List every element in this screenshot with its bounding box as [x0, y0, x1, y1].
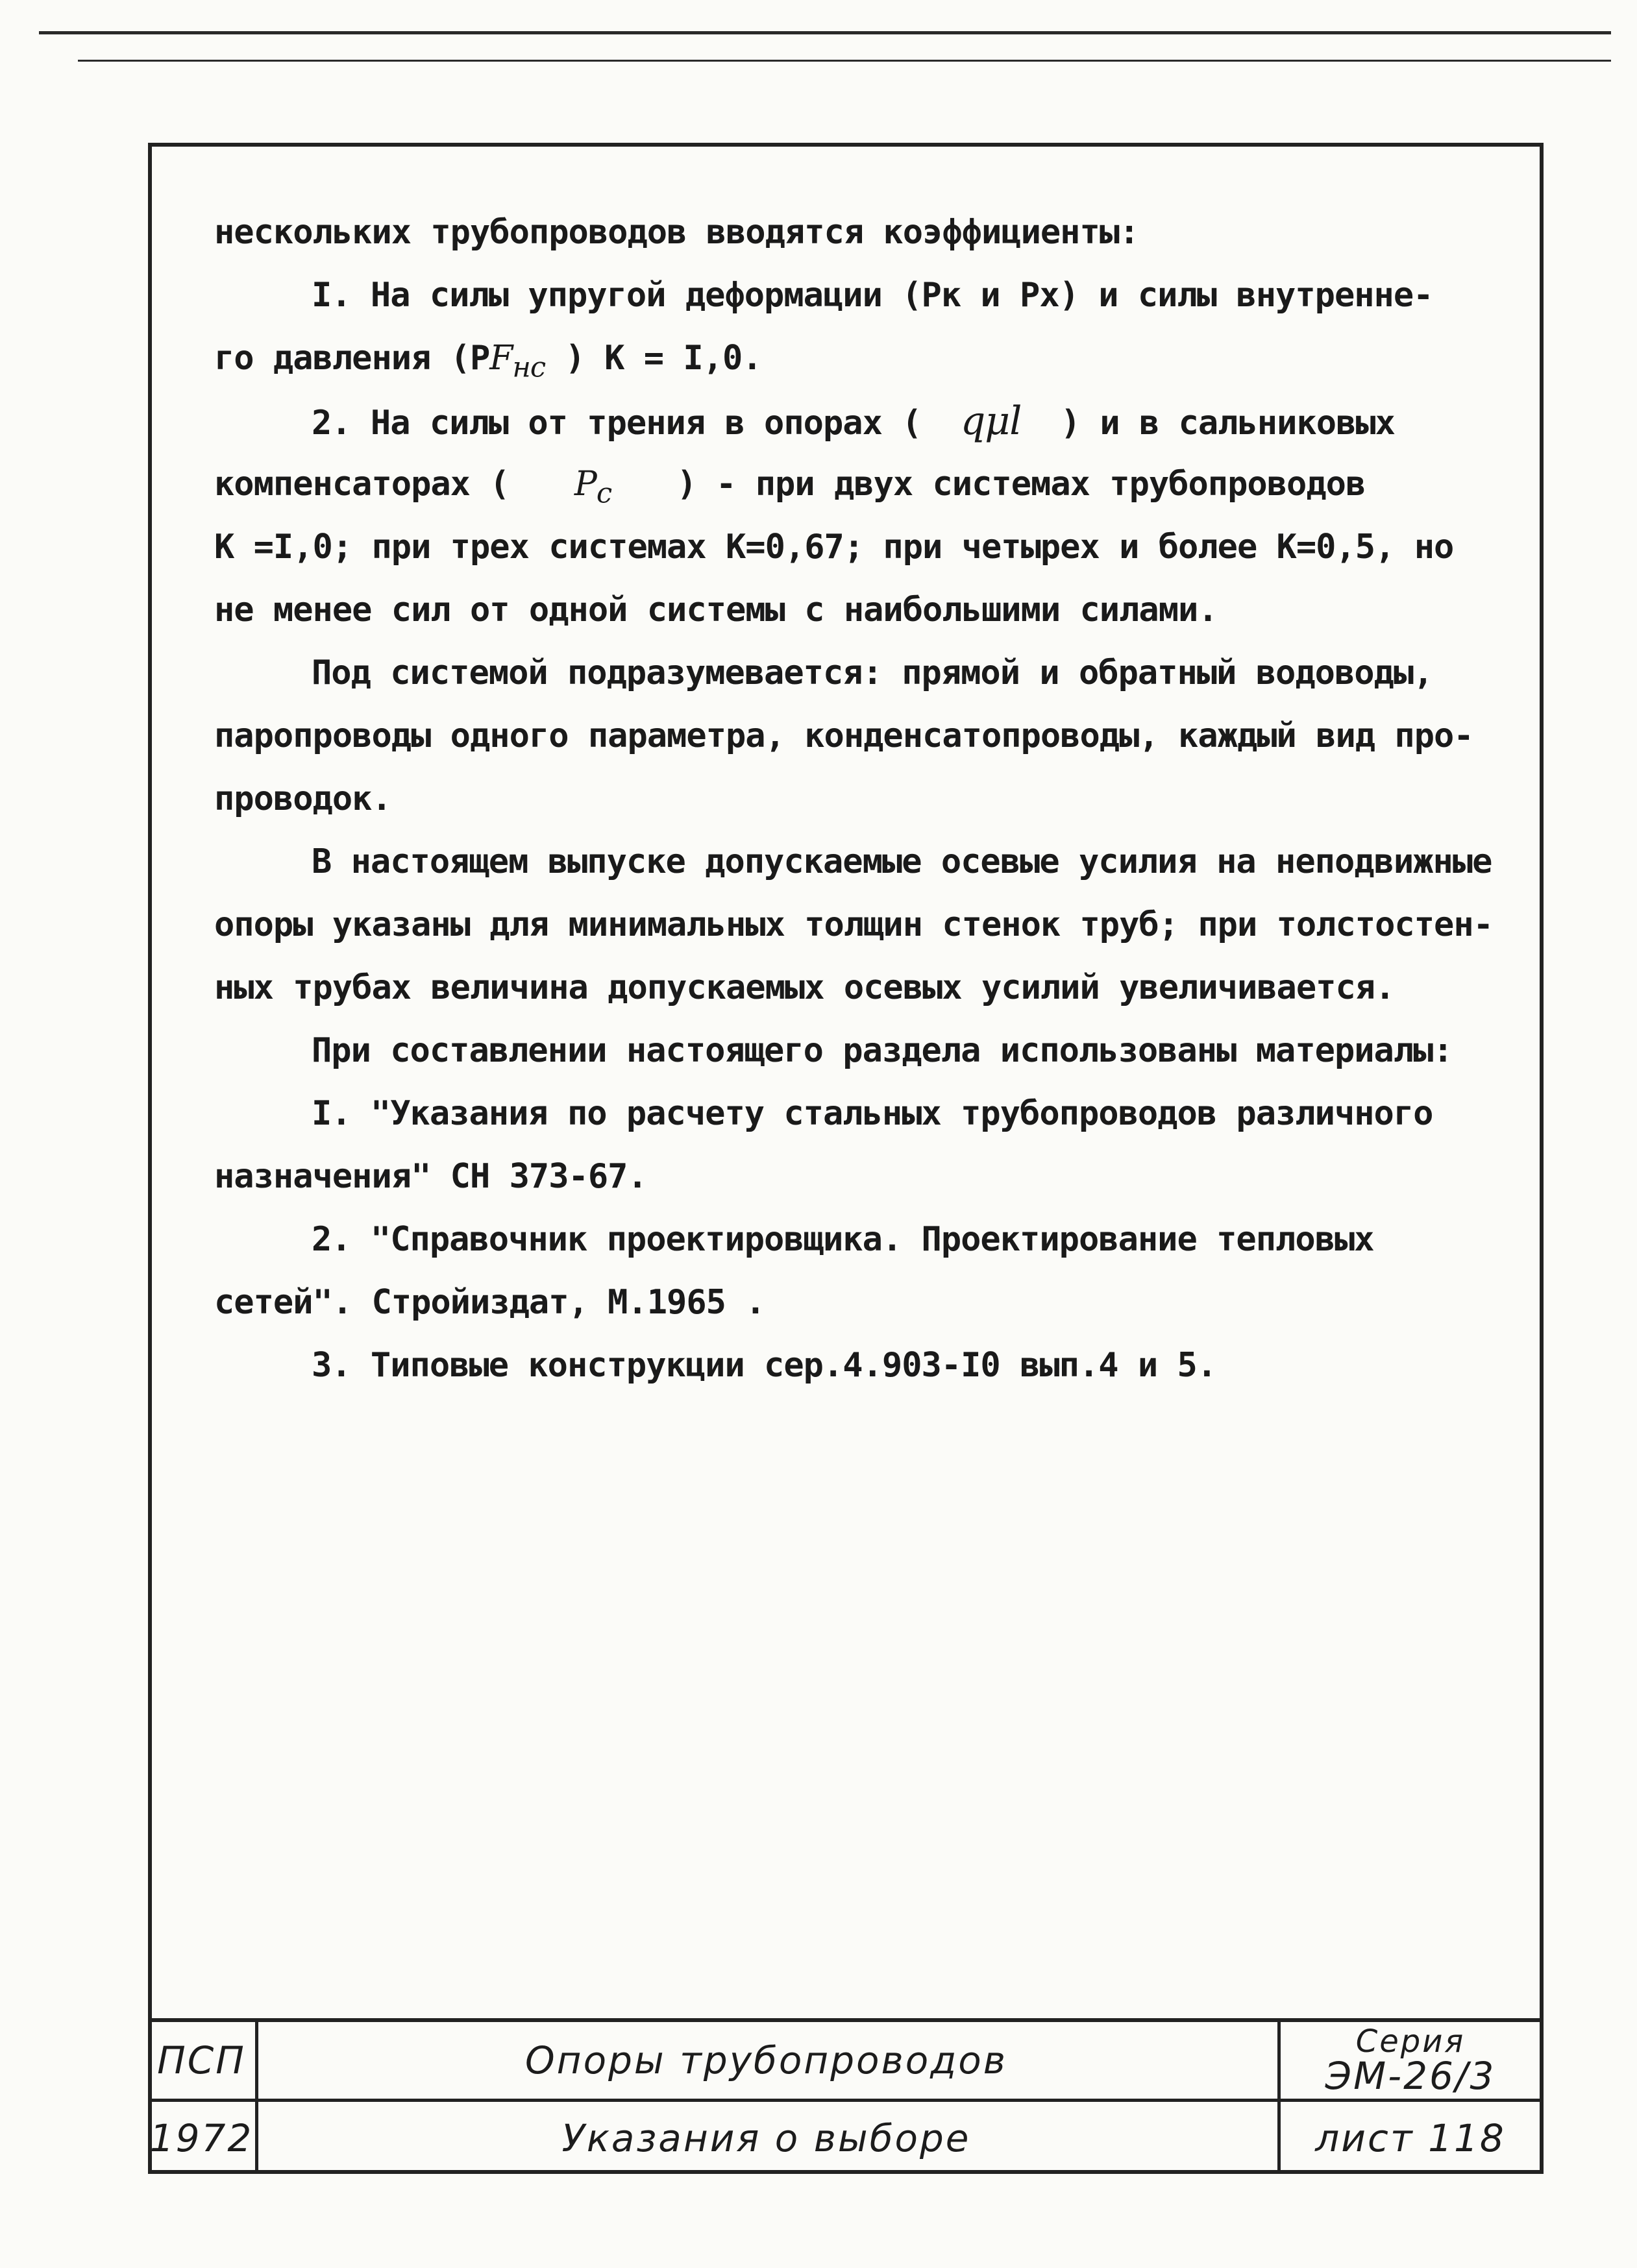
paragraph-line: В настоящем выпуске допускаемые осевые усилия на неподвижные: [312, 842, 1492, 881]
text-fragment: ) - при двух системах трубопроводов: [676, 465, 1366, 504]
formula-f: [489, 339, 546, 384]
paragraph-line: сетей". Стройиздат, М.1965 .: [214, 1283, 765, 1322]
paragraph-line: 3. Типовые конструкции сер.4.903-I0 вып.4 и 5.: [312, 1346, 1217, 1385]
text-fragment: го давления (Р: [214, 339, 490, 378]
paragraph-line: При составлении настоящего раздела использованы материалы:: [312, 1031, 1453, 1070]
paragraph-line: опоры указаны для минимальных толщин стенок труб; при толстостен-: [214, 905, 1493, 944]
paragraph-line: К =I,0; при трех системах К=0,67; при четырех и более К=0,5, но: [214, 528, 1454, 567]
formula-p-sub: c: [596, 477, 612, 510]
paragraph-line: [214, 453, 1499, 516]
formula-q-mu: qμl: [960, 398, 1022, 444]
title-block: [148, 2018, 1544, 2174]
stamp-series-label: Серия: [1355, 2023, 1466, 2060]
stamp-title: Опоры трубопроводов: [525, 2038, 1007, 2082]
paragraph-line: не менее сил от одной системы с наибольшими силами.: [214, 591, 1218, 629]
paragraph-line: назначения" СН 373-67.: [214, 1157, 647, 1196]
stamp-sheet: лист 118: [1315, 2116, 1506, 2160]
stamp-org: ПСП: [157, 2038, 246, 2082]
stamp-series: [1277, 2022, 1544, 2099]
formula-f-letter: F: [489, 339, 513, 378]
paragraph-line: Под системой подразумевается: прямой и обратный водоводы,: [312, 653, 1433, 692]
paragraph-line: ных трубах величина допускаемых осевых усилий увеличивается.: [214, 968, 1395, 1007]
paragraph-line: [214, 327, 1499, 390]
text-fragment: ) К = I,0.: [565, 339, 762, 378]
paragraph-line: I. На силы упругой деформации (Рк и Рх) и силы внутренне-: [312, 276, 1433, 315]
text-fragment: ) и в сальниковых: [1060, 404, 1395, 443]
document-body: [214, 201, 1499, 1397]
formula-p-letter: P: [574, 465, 597, 504]
paragraph-line: паропроводы одного параметра, конденсатопроводы, каждый вид про-: [214, 716, 1473, 755]
stamp-subtitle: Указания о выборе: [561, 2116, 971, 2160]
paragraph-line: проводок.: [214, 779, 391, 818]
stamp-series-value: ЭМ-26/3: [1325, 2054, 1496, 2098]
paragraph-line: нескольких трубопроводов вводятся коэффициенты:: [214, 213, 1139, 252]
formula-p-c: [529, 465, 657, 510]
paragraph-line: 2. "Справочник проектировщика. Проектирование тепловых: [312, 1220, 1374, 1259]
paragraph-line: I. "Указания по расчету стальных трубопроводов различного: [312, 1094, 1433, 1133]
text-fragment: 2. На силы от трения в опорах (: [312, 404, 922, 443]
formula-f-sub: нс: [512, 351, 546, 384]
top-rule: [39, 31, 1611, 34]
stamp-year: 1972: [149, 2116, 254, 2160]
paragraph-line: [214, 390, 1499, 453]
top-rule-thin: [78, 60, 1611, 62]
text-fragment: компенсаторах (: [214, 465, 510, 504]
